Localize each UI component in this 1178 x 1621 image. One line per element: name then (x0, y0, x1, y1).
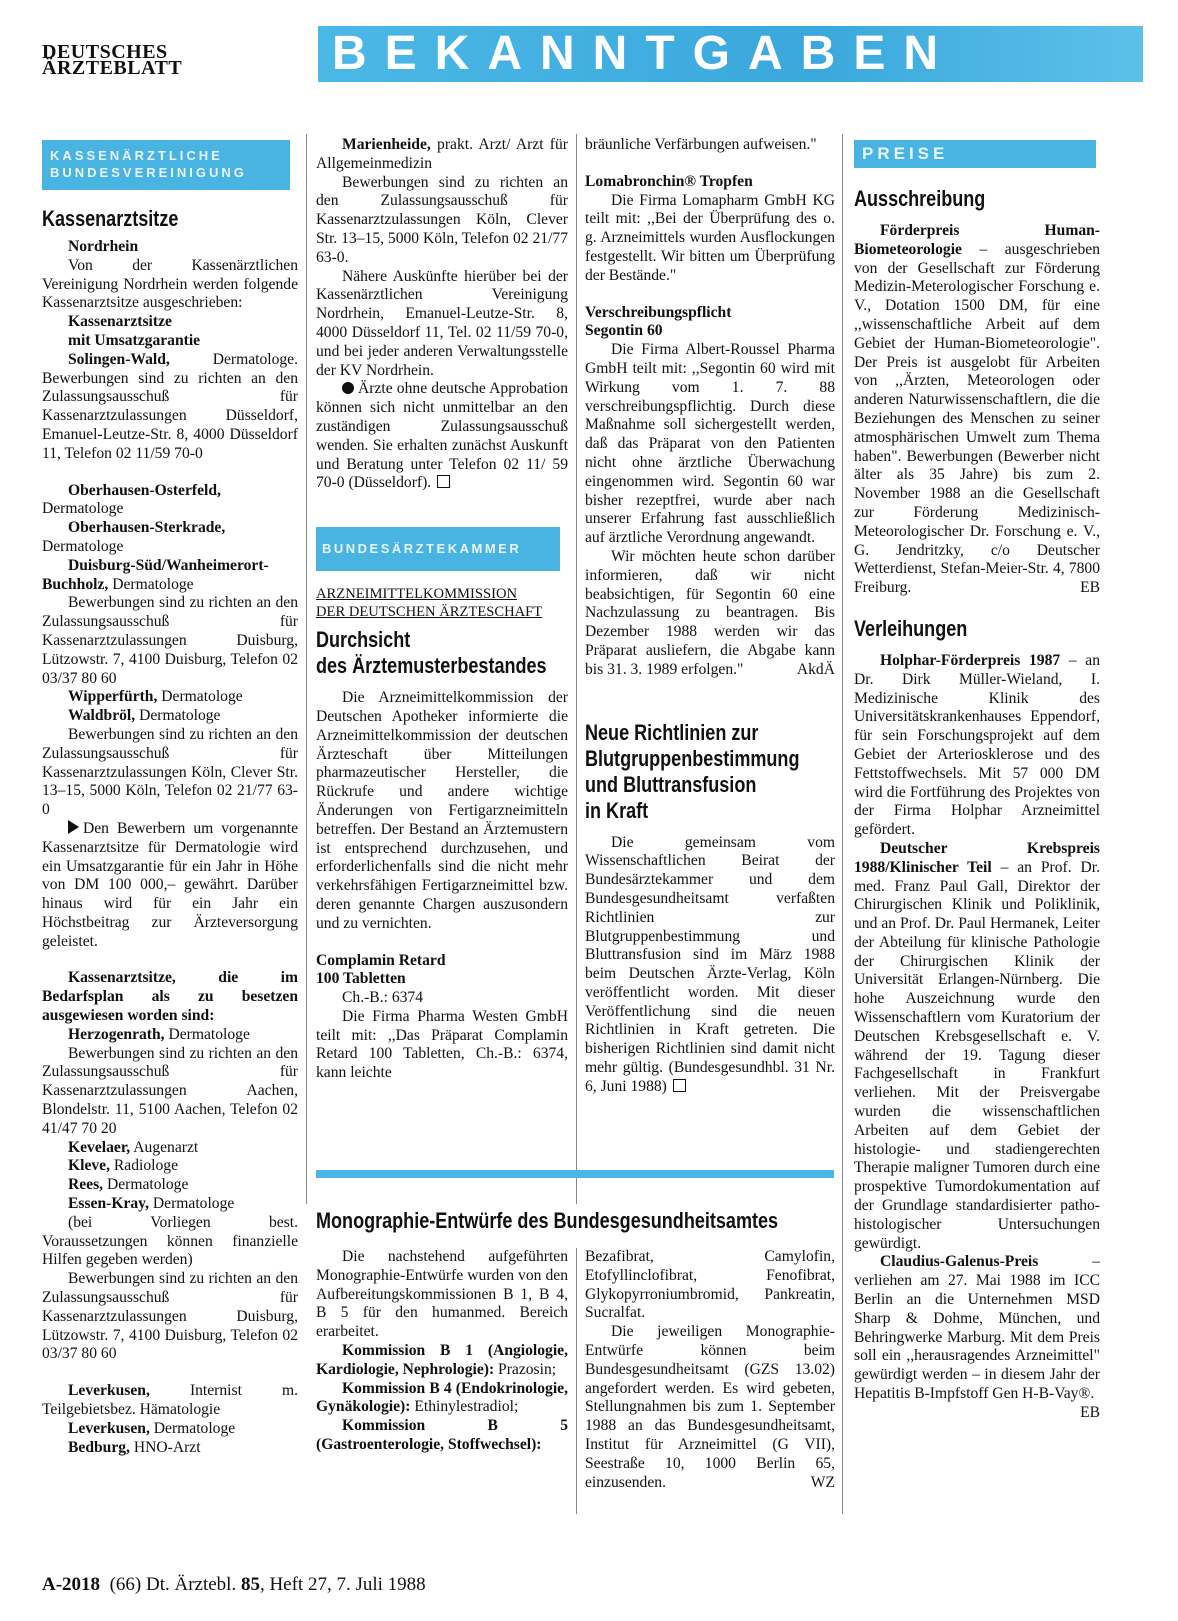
column-rule (306, 134, 307, 1204)
info-text: Nähere Auskünfte hierüber bei der Kassenärztlichen Vereinigung Nordrhein, Emanuel-Leutze-Str. 8, 4000 Düsseldorf 11, Tel. 02 11/59 70-0, und bei jeder anderen Verwaltungsstelle der KV Nordrhein. (316, 267, 568, 379)
approbation-text: Ärzte ohne deutsche Approbation können sich nicht unmittelbar an den zuständigen Zulassungsausschuß wenden. Sie erhalten zunächst Auskunft und Beratung unter Telefon 02 11/ 59 70-0 (Düsseldorf). (316, 380, 568, 492)
page-number: A-2018 (42, 1574, 101, 1595)
product-title: Verschreibungspflicht (585, 303, 732, 321)
column-rule (576, 1248, 577, 1514)
product-title: Complamin Retard (316, 951, 446, 969)
end-mark-icon (437, 475, 450, 488)
section-title: mit Umsatzgarantie (68, 331, 201, 349)
intro-text: Von der Kassenärztlichen Vereinigung Nordrhein werden folgende Kassenarztsitze ausgeschrieben: (42, 256, 298, 312)
commission-b5: Kommission B 5 (Gastroenterologie, Stoffwechsel): (316, 1417, 568, 1453)
product-text: Die Firma Pharma Westen GmbH teilt mit: ,,Das Präparat Complamin Retard 100 Tabletten, Ch.-B.: 6374, kann leichte (316, 1007, 568, 1082)
kicker-line: DER DEUTSCHEN ÄRZTESCHAFT (316, 604, 543, 621)
end-mark-icon (673, 1079, 686, 1092)
tag-line: BUNDESVEREINIGUNG (50, 165, 247, 180)
column-2 (316, 136, 568, 1083)
column-rule (842, 134, 843, 1514)
listing-solingen: Solingen-Wald, Dermatologe. Bewerbungen sind zu richten an den Zulassungsausschuß für Kassenarztzulassungen Düsseldorf, Emanuel-Leutze-Str. 8, 4000 Düsseldorf 11, Telefon 02 11/59 70-0 (42, 350, 298, 462)
prize-krebspreis: Deutscher Krebspreis 1988/Klinischer Teil – an Prof. Dr. med. Franz Paul Gall, Direktor der Chirurgischen Klinik und Poliklinik, und an Prof. Dr. Paul Hermanek, Leiter der Abteilung für klinische Pathologie der Chirurgischen Klinik der Universität Erlangen-Nürnberg. Die hohe Auszeichnung wurde den Wissenschaftlern vom Kuratorium der Deutschen Krebsgesellschaft e. V. während der 19. Tagung dieser Fachgesellschaft in Frankfurt verliehen. Mit der Preisvergabe wurden die wissenschaftlichen Arbeiten auf dem Gebiet der histologie- und stadiengerechten Therapie maligner Tumoren durch eine prospektive Tumordokumentation auf der Grundlage standardisierter patho-histologischer Untersuchungen gewürdigt. (854, 839, 1100, 1252)
listing-herzogenrath: Herzogenrath, Dermatologe (68, 1025, 250, 1043)
apply-text: Bewerbungen sind zu richten an den Zulassungsausschuß für Kassenarztzulassungen Köln, Clever Str. 13–15, 5000 Köln, Telefon 02 21/77 63-0. (316, 173, 569, 266)
commission-b1: Kommission B 1 (Angiologie, Kardiologie, Nephrologie): Prazosin; (316, 1341, 568, 1378)
column-1 (42, 140, 298, 1457)
listing-bedburg: Bedburg, HNO-Arzt (68, 1438, 201, 1456)
article-heading: Monographie-Entwürfe des Bundesgesundheitsamtes (316, 1208, 779, 1233)
listing-rees: Rees, Dermatologe (68, 1176, 189, 1194)
heading-verleihungen: Verleihungen (854, 615, 968, 641)
heading-ausschreibung: Ausschreibung (854, 186, 986, 211)
signature: WZ (810, 1473, 835, 1491)
subheading-nordrhein: Nordrhein (68, 238, 139, 255)
volume-number: 85 (240, 1574, 260, 1595)
apply-text: Bewerbungen sind zu richten an den Zulassungsausschuß für Kassenarztzulassungen Aachen, Blondelstr. 11, 5100 Aachen, Telefon 02 41/47 70 20 (42, 1044, 298, 1137)
product-text: Die Firma Lomapharm GmbH KG teilt mit: ,,Bei der Überprüfung des o. g. Arzneimittels wurden Ausflockungen festgestellt. Wir bitten um Überprüfung der Bestände." (585, 191, 835, 284)
listing-kevelaer: Kevelaer, Augenarzt (68, 1138, 199, 1156)
arrow-icon (68, 820, 79, 834)
prize-foerderpreis: Förderpreis Human-Biometeorologie – ausgeschrieben von der Gesellschaft zur Förderung Medizin-Meterologischer Forschung e. V., Dotation 1500 DM, für eine ,,wissenschaftliche Arbeit auf dem Gebiet der Human-Biometeorologie". Der Preis ist ausgelobt für Arbeiten von ,,Ärzten, Meteorologen oder anderen Naturwissenschaftlern, die die Beziehungen des Menschen zu seiner atmosphärischen Umwelt zum Thema haben". Bewerbungen (Bewerber nicht älter als 35 Jahre) bis zum 2. November 1988 an die Gesellschaft zur Förderung Medizinisch-Meteorologischer Dr. Forschung e. V., G. Jendritzky, c/o Deutscher Wetterdienst, Stefan-Meier-Str. 4, 7800 Freiburg. EB (854, 222, 1100, 597)
column-rule (576, 134, 577, 1204)
listing-leverkusen: Leverkusen, Dermatologe (68, 1419, 236, 1437)
note-text: (bei Vorliegen best. Voraussetzungen können finanzielle Hilfen gegeben werden) (42, 1213, 298, 1269)
section-tag-kbv (42, 140, 290, 190)
signature: EB (1080, 579, 1100, 597)
listing-oberhausen-osterfeld: Oberhausen-Osterfeld, Dermatologe (42, 481, 221, 518)
kicker-line: ARZNEIMITTELKOMMISSION (316, 586, 518, 603)
article-heading: des Ärztemusterbestandes (316, 653, 547, 679)
continued-text: bräunliche Verfärbungen aufweisen." (585, 136, 817, 153)
masthead (42, 41, 183, 79)
listing-wipperfuerth: Wipperfürth, Dermatologe (68, 688, 243, 706)
monographie-col-a (316, 1248, 568, 1455)
masthead-line-1: DEUTSCHES (42, 41, 168, 63)
product-title: Lomabronchin® Tropfen (585, 172, 753, 190)
article-heading: in Kraft (585, 797, 649, 823)
monographie-heading-wrap (316, 1208, 836, 1234)
article-heading: und Bluttransfusion (585, 771, 757, 797)
section-banner: BEKANNTGABEN (318, 26, 1143, 82)
signature: EB (1080, 1403, 1100, 1421)
issue-rest: , Heft 27, 7. Juli 1988 (259, 1574, 426, 1595)
column-4 (854, 140, 1100, 1423)
listing-leverkusen: Leverkusen, Internist m. Teilgebietsbez. Hämatologie (42, 1382, 298, 1419)
tag-line: KASSENÄRZTLICHE (50, 148, 223, 163)
apply-text: Bewerbungen sind zu richten an den Zulassungsausschuß für Kassenarztzulassungen Köln, Clever Str. 13–15, 5000 Köln, Telefon 02 21/77 63-0 (42, 725, 298, 819)
batch-number: Ch.-B.: 6374 (342, 989, 424, 1007)
article-body: Die jeweiligen Monographie-Entwürfe können beim Bundesgesundheitsamt (GZS 13.02) angefordert werden. Es wird gebeten, Stellungnahmen bis zum 1. September 1988 an das Bundesgesundheitsamt, Institut für Arzneimittel (G VII), Seestraße 10, 1000 Berlin 65, einzusenden. WZ (585, 1323, 835, 1491)
blue-rule (316, 1170, 834, 1178)
product-title: Segontin 60 (585, 322, 663, 340)
apply-text: Bewerbungen sind zu richten an den Zulassungsausschuß für Kassenarztzulassungen Duisburg, Lützowstr. 7, 4100 Duisburg, Telefon 02 03/37 80 60 (42, 594, 298, 687)
article-heading: Neue Richtlinien zur (585, 719, 759, 745)
signature: AkdÄ (796, 660, 835, 678)
column-3 (585, 136, 835, 1097)
bullet-icon (342, 382, 354, 394)
heading-kassenarztsitze: Kassenarztsitze (42, 206, 179, 231)
prize-galenus: Claudius-Galenus-Preis – verliehen am 27. Mai 1988 im ICC Berlin an die Unternehmen MSD Sharp & Dohme, München, und Behringwerke Marburg. Mit dem Preis soll ein ,,herausragendes Arzneimittel" gewürdigt werden – in diesem Jahr der Hepatitis B-Impfstoff Gen H-B-Vay®. EB (854, 1253, 1100, 1421)
section-tag-preise: PREISE (854, 140, 1096, 168)
listing-marienheide: Marienheide, prakt. Arzt/ Arzt für Allgemeinmedizin (316, 136, 568, 172)
section-title: Kassenarztsitze, die im Bedarfsplan als zu besetzen ausgewiesen worden sind: (42, 969, 298, 1025)
article-body: Die gemeinsam vom Wissenschaftlichen Beirat der Bundesärztekammer und dem Bundesgesundheitsamt verfaßten Richtlinien zur Blutgruppenbestimmung und Bluttransfusion sind im März 1988 beim Deutschen Ärzte-Verlag, Köln veröffentlicht worden. Mit dieser Veröffentlichung sind die neuen Richtlinien in Kraft getreten. Die bisherigen Richtlinien sind damit nicht mehr gültig. (Bundesgesundhbl. 31 Nr. 6, Juni 1988) (585, 833, 835, 1095)
commission-b4: Kommission B 4 (Endokrinologie, Gynäkologie): Ethinylestradiol; (316, 1379, 568, 1416)
listing-duisburg: Duisburg-Süd/Wanheimerort-Buchholz, Dermatologe (42, 556, 269, 593)
monographie-col-b (585, 1248, 835, 1492)
section-tag-baek: BUNDESÄRZTEKAMMER (316, 527, 560, 571)
prize-holphar: Holphar-Förderpreis 1987 – an Dr. Dirk Müller-Wieland, I. Medizinische Klinik des Universitätskrankenhauses Eppendorf, für sein Forschungsprojekt auf dem Gebiet der Arteriosklerose und des Fettstoffwechsels. Mit 57 000 DM wird die Fortführung des Projektes von der Firma Holphar Arzneimittel gefördert. (854, 651, 1100, 839)
listing-essen: Essen-Kray, Dermatologe (68, 1195, 235, 1213)
issue-text: (66) Dt. Ärztebl. (109, 1574, 241, 1595)
page-footer (42, 1574, 426, 1596)
article-heading: Blutgruppenbestimmung (585, 745, 800, 771)
guarantee-text: Den Bewerbern um vorgenannte Kassenarztsitze für Dermatologie wird ein Umsatzgarantie für ein Jahr in Höhe von DM 100 000,– gewährt. Darüber hinaus wird für ein Jahr ein Höchstbeitrag zur Ärzteversorgung geleistet. (42, 819, 298, 950)
product-text: Die Firma Albert-Roussel Pharma GmbH teilt mit: ,,Segontin 60 wird mit Wirkung vom 1. 7. 88 verschreibungspflichtig. Durch diese Maßnahme soll sichergestellt werden, daß das Präparat von den Patienten nicht ohne ärztliche Überwachung eingenommen wird. Segontin 60 war bisher rezeptfrei, wurde aber nach unserer Erfahrung fast ausschließlich auf ärztliche Verordnung angewandt. (585, 341, 835, 547)
commission-b5-list: Bezafibrat, Camylofin, Etofyllinclofibrat, Fenofibrat, Glykopyrroniumbromid, Pankreatin, Sucralfat. (585, 1248, 835, 1322)
article-heading: Durchsicht (316, 627, 411, 653)
apply-text: Bewerbungen sind zu richten an den Zulassungsausschuß für Kassenarztzulassungen Duisburg, Lützowstr. 7, 4100 Duisburg, Telefon 02 03/37 80 60 (42, 1270, 298, 1363)
article-body: Die nachstehend aufgeführten Monographie-Entwürfe wurden von den Aufbereitungskommissionen B 1, B 4, B 5 für den humanmed. Bereich erarbeitet. (316, 1248, 568, 1341)
listing-kleve: Kleve, Radiologe (68, 1157, 178, 1175)
product-title: 100 Tabletten (316, 970, 406, 988)
section-title: Kassenarztsitze (68, 313, 172, 331)
article-body: Die Arzneimittelkommission der Deutschen Apotheker informierte die Arzneimittelkommission der deutschen Ärzteschaft über Mitteilungen pharmazeutischer Hersteller, die Rückrufe und andere wichtige Änderungen von Fertigarzneimitteln betreffen. Der Bestand an Ärztemustern ist entsprechend durchzusehen, und erforderlichenfalls sind die nicht mehr verkehrsfähigen Fertigarzneimittel bzw. deren genannte Chargen auszusondern und zu vernichten. (316, 689, 568, 932)
masthead-line-2: ÄRZTEBLATT (42, 57, 183, 79)
product-text: Wir möchten heute schon darüber informieren, daß wir nicht beabsichtigen, für Segontin 60 eine Nachzulassung zu beantragen. Bis Dezember 1988 werden wir das Präparat ausliefern, die Abgabe kann bis 31. 3. 1989 erfolgen." AkdÄ (585, 547, 835, 678)
listing-waldbroel: Waldbröl, Dermatologe (68, 707, 221, 725)
listing-oberhausen-sterkrade: Oberhausen-Sterkrade, Dermatologe (42, 519, 226, 555)
